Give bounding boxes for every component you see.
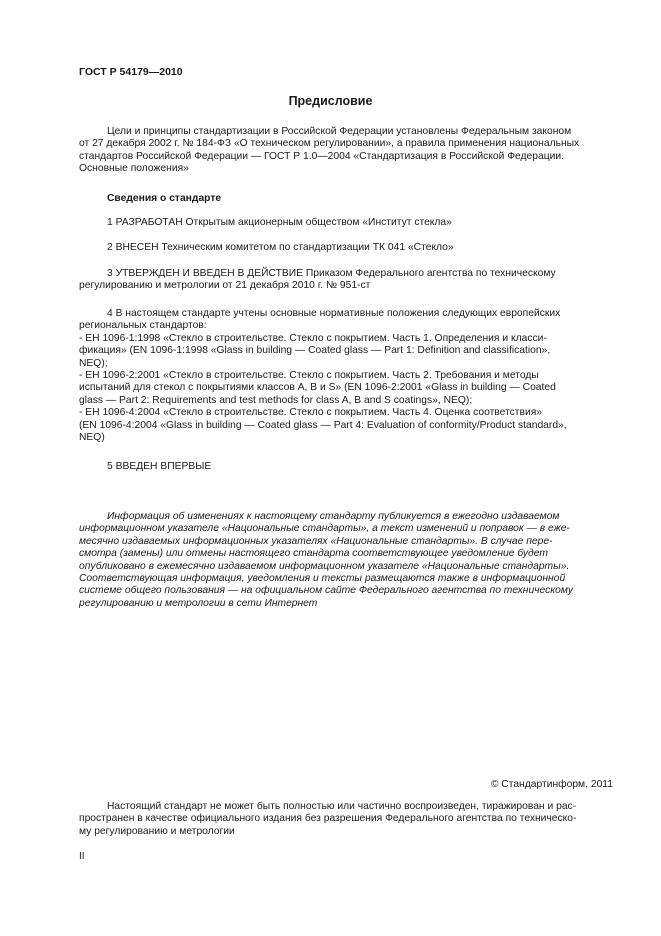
copyright: © Стандартинформ, 2011	[490, 779, 613, 790]
page-number: II	[79, 851, 85, 862]
info-notice: Информация об изменениях к настоящему стандарту публикуется в ежегодно издаваемом информационном указателе «Национальные стандарты», а текст изменений и поправок — в еже- месячно издаваемых информационных указателях «Национальные стандарты». В случае пере- смотра (замены) или отмены настоящего стандарта соответствующее уведомление будет опубликовано в ежемесячно издаваемом информационном указателе «Национальные стандарты». Соответствующая информация, уведомления и тексты размещаются также в информационной системе общего пользования — на официальном сайте Федерального агентства по техническому регулированию и метрологии в сети Интернет	[79, 511, 573, 609]
section-heading: Сведения о стандарте	[107, 193, 222, 204]
item-3-approved: 3 УТВЕРЖДЕН И ВВЕДЕН В ДЕЙСТВИЕ Приказом Федерального агентства по техническому регулированию и метрологии от 21 декабря 2010 г. № 951-ст	[79, 268, 556, 292]
item-2-submitted: 2 ВНЕСЕН Техническим комитетом по стандартизации ТК 041 «Стекло»	[107, 242, 454, 253]
item-5-introduced: 5 ВВЕДЕН ВПЕРВЫЕ	[107, 461, 212, 472]
item-4-european-standards: 4 В настоящем стандарте учтены основные нормативные положения следующих европейских региональных стандартов: - ЕН 1096-1:1998 «Стекло в строительстве. Стекло с покрытием. Часть 1. Определения и класси- фикация» (EN 1096-1:1998 «Glass in building — Coated glass — Part 1: Definition and classification», NEQ); - ЕН 1096-2:2001 «Стекло в строительстве. Стекло с покрытием. Часть 2. Требования и методы испытаний для стекол с покрытиями классов А, В и S» (EN 1096-2:2001 «Glass in building — Coated glass — Part 2: Requirements and test methods for class A, B and S coatings», NEQ); - ЕН 1096-4:2004 «Стекло в строительстве. Стекло с покрытием. Часть 4. Оценка соответствия» (EN 1096-4:2004 «Glass in building — Coated glass — Part 4: Evaluation of conformity/Product standard», NEQ)	[79, 308, 567, 444]
page-title: Предисловие	[288, 94, 373, 108]
intro-paragraph: Цели и принципы стандартизации в Российской Федерации установлены Федеральным законом от 27 декабря 2002 г. № 184-ФЗ «О техническом регулировании», а правила применения национальных стандартов Российской Федерации — ГОСТ Р 1.0—2004 «Стандартизация в Российской Федерации. Основные положения»	[79, 126, 580, 175]
reproduction-notice: Настоящий стандарт не может быть полностью или частично воспроизведен, тиражирован и рас- пространен в качестве официального издания без разрешения Федерального агентства по техническо- му регулированию и метрологии	[79, 801, 577, 837]
item-1-developed: 1 РАЗРАБОТАН Открытым акционерным обществом «Институт стекла»	[107, 217, 452, 228]
document-code: ГОСТ Р 54179—2010	[79, 66, 183, 78]
